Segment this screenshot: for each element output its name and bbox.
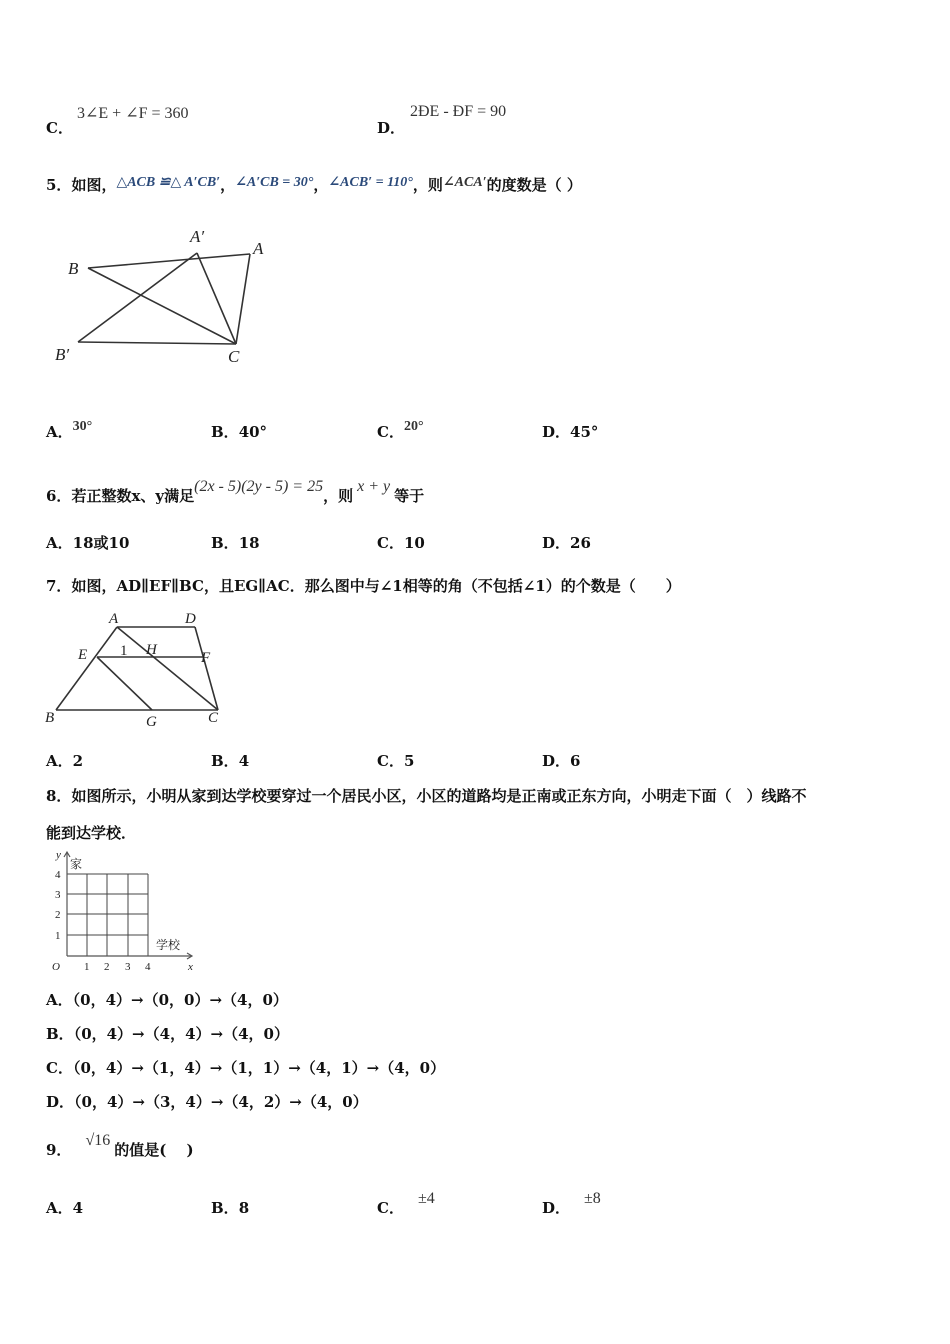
q9-number: 9． — [46, 1141, 72, 1159]
q8-option-c-value: （0，4）→（1，4）→（1，1）→（4，1）→（4，0） — [72, 1059, 446, 1077]
q4-option-c-letter: C． — [46, 119, 73, 137]
q8-stem-line2: 能到达学校． — [46, 824, 137, 842]
q8-option-d-letter: D． — [46, 1093, 75, 1111]
q5-sep1: ， — [220, 176, 236, 194]
q4-option-d-letter: D． — [377, 119, 406, 137]
q5-math-target: ∠ACA′ — [442, 175, 487, 190]
q8-line1: 如图所示，小明从家到达学校要穿过一个居民小区，小区的道路均是正南或正东方向，小明走下面（ ）线路不 — [71, 787, 807, 805]
q6-text-post: 等于 — [394, 487, 425, 505]
q6-option-c-letter: C． — [377, 534, 404, 552]
q8-origin-label: O — [52, 961, 60, 973]
q9-option-a-letter: A． — [46, 1199, 73, 1217]
q7-label-a: A — [109, 611, 119, 627]
q5-option-a — [46, 421, 92, 442]
q7-option-b — [211, 750, 249, 771]
q5-label-a-prime: A′ — [190, 227, 205, 246]
q6-option-a-letter: A． — [46, 534, 73, 552]
q9-option-c — [377, 1190, 435, 1218]
q7-option-d — [542, 750, 580, 771]
q7-option-c — [377, 750, 414, 771]
q8-option-a-value: （0，4）→（0，0）→（4，0） — [72, 991, 288, 1009]
q9-text-post: 的值是( ) — [114, 1141, 194, 1159]
q6-option-b-value: 18 — [238, 534, 260, 552]
q8-option-b-value: （0，4）→（4，4）→（4，0） — [73, 1025, 289, 1043]
q8-option-b-letter: B． — [46, 1025, 74, 1043]
q5-label-b: B — [68, 259, 79, 278]
q6-number: 6． — [46, 487, 72, 505]
q6-option-b-letter: B． — [211, 534, 239, 552]
q8-y-tick-2: 2 — [55, 909, 61, 921]
q6-option-c-value: 10 — [403, 534, 425, 552]
q7-option-a — [46, 750, 83, 771]
q9-option-c-value: ±4 — [417, 1190, 435, 1207]
q8-option-b — [46, 1023, 289, 1044]
q5-option-b-letter: B． — [211, 423, 239, 441]
q5-option-d-letter: D． — [542, 423, 571, 441]
q7-option-d-letter: D． — [542, 752, 571, 770]
q7-label-angle1: 1 — [120, 643, 128, 659]
q7-stem — [46, 575, 681, 596]
q7-text: 如图，AD∥EF∥BC，且EG∥AC．那么图中与∠1相等的角（不包括∠1）的个数是（ ） — [71, 577, 681, 595]
q5-text-pre: 如图， — [71, 176, 117, 194]
q6-math-equation: (2x - 5)(2y - 5) = 25 — [194, 478, 324, 495]
q8-x-tick-2: 2 — [104, 961, 110, 973]
q5-sep2: ， — [313, 176, 329, 194]
q5-option-c-value: 20° — [403, 419, 424, 434]
q9-stem — [46, 1132, 194, 1160]
q8-option-d — [46, 1091, 368, 1112]
q7-label-d: D — [185, 611, 196, 627]
q9-option-b — [211, 1197, 249, 1218]
q6-option-d-letter: D． — [542, 534, 571, 552]
q6-math-sum: x + y — [357, 478, 391, 495]
q8-option-a — [46, 989, 288, 1010]
q9-option-d-letter: D． — [542, 1199, 571, 1217]
q7-label-e: E — [78, 647, 88, 663]
q7-label-f: F — [201, 650, 211, 666]
q9-math-sqrt: √16 — [85, 1132, 111, 1149]
q6-option-c — [377, 532, 425, 553]
q5-option-d-value: 45° — [570, 423, 599, 441]
q9-option-b-value: 8 — [238, 1199, 250, 1217]
q7-label-h: H — [146, 642, 157, 658]
q8-axis-x-label: x — [188, 961, 193, 973]
q5-option-c — [377, 421, 424, 442]
q6-option-a-value: 18或10 — [72, 534, 130, 552]
q8-option-a-letter: A． — [46, 991, 73, 1009]
q7-option-c-value: 5 — [403, 752, 415, 770]
q5-text-post: 的度数是（ ） — [486, 176, 582, 194]
q8-x-tick-4: 4 — [145, 961, 151, 973]
q4-option-c-formula: 3∠E + ∠F = 360 — [77, 105, 189, 122]
q5-number: 5． — [46, 176, 72, 194]
q8-number: 8． — [46, 787, 72, 805]
q5-option-a-value: 30° — [72, 419, 93, 434]
q8-axis-y-label: y — [56, 849, 61, 861]
q7-option-a-letter: A． — [46, 752, 73, 770]
q8-y-tick-1: 1 — [55, 930, 61, 942]
q5-figure-lines — [78, 253, 250, 344]
q8-option-c — [46, 1057, 445, 1078]
q7-option-c-letter: C． — [377, 752, 404, 770]
q5-figure — [50, 220, 280, 370]
q7-option-a-value: 2 — [72, 752, 84, 770]
q6-text-mid: ，则 — [323, 487, 354, 505]
q7-figure-lines — [56, 627, 218, 710]
q6-option-d — [542, 532, 591, 553]
q5-math-angle1: ∠A′CB = 30° — [235, 175, 314, 190]
q8-grid-figure — [44, 846, 204, 976]
q9-option-b-letter: B． — [211, 1199, 239, 1217]
q5-label-b-prime: B′ — [55, 345, 70, 364]
q5-text-mid: ，则 — [412, 176, 443, 194]
q9-option-d-value: ±8 — [584, 1190, 601, 1207]
q6-option-a — [46, 532, 129, 553]
q9-option-a-value: 4 — [72, 1199, 84, 1217]
q5-option-b — [211, 421, 267, 442]
q5-math-angle2: ∠ACB′ = 110° — [328, 175, 413, 190]
q8-y-tick-4: 4 — [55, 869, 61, 881]
q7-option-d-value: 6 — [570, 752, 581, 770]
q8-y-tick-3: 3 — [55, 889, 61, 901]
q7-label-c: C — [208, 710, 219, 726]
q5-math-congruent: △ACB ≌△ A′CB′ — [116, 175, 221, 190]
q7-label-g: G — [146, 714, 157, 730]
q9-option-a — [46, 1197, 83, 1218]
q8-label-home: 家 — [70, 857, 83, 871]
q7-label-b: B — [45, 710, 55, 726]
q6-option-b — [211, 532, 260, 553]
q9-option-d — [542, 1190, 601, 1218]
q5-label-c: C — [228, 347, 240, 366]
q5-stem — [46, 174, 582, 195]
q5-option-b-value: 40° — [238, 423, 268, 441]
q8-option-c-letter: C． — [46, 1059, 73, 1077]
q5-label-a: A — [253, 239, 264, 258]
q7-figure — [40, 606, 240, 734]
q5-option-d — [542, 421, 598, 442]
q6-text-pre: 若正整数x、y满足 — [71, 487, 195, 505]
q7-option-b-value: 4 — [238, 752, 250, 770]
q8-label-school: 学校 — [156, 938, 181, 952]
q6-stem — [46, 478, 425, 506]
q8-x-tick-3: 3 — [125, 961, 131, 973]
q6-option-d-value: 26 — [570, 534, 591, 552]
q8-stem-line1 — [46, 785, 806, 806]
q7-number: 7． — [46, 577, 72, 595]
q8-option-d-value: （0，4）→（3，4）→（4，2）→（4，0） — [74, 1093, 368, 1111]
q5-option-c-letter: C． — [377, 423, 404, 441]
q5-option-a-letter: A． — [46, 423, 73, 441]
q8-x-tick-1: 1 — [84, 961, 90, 973]
q9-option-c-letter: C． — [377, 1199, 404, 1217]
q8-grid-lines — [67, 874, 148, 956]
q4-option-d-formula: 2ÐE - ÐF = 90 — [410, 103, 507, 120]
q7-option-b-letter: B． — [211, 752, 239, 770]
